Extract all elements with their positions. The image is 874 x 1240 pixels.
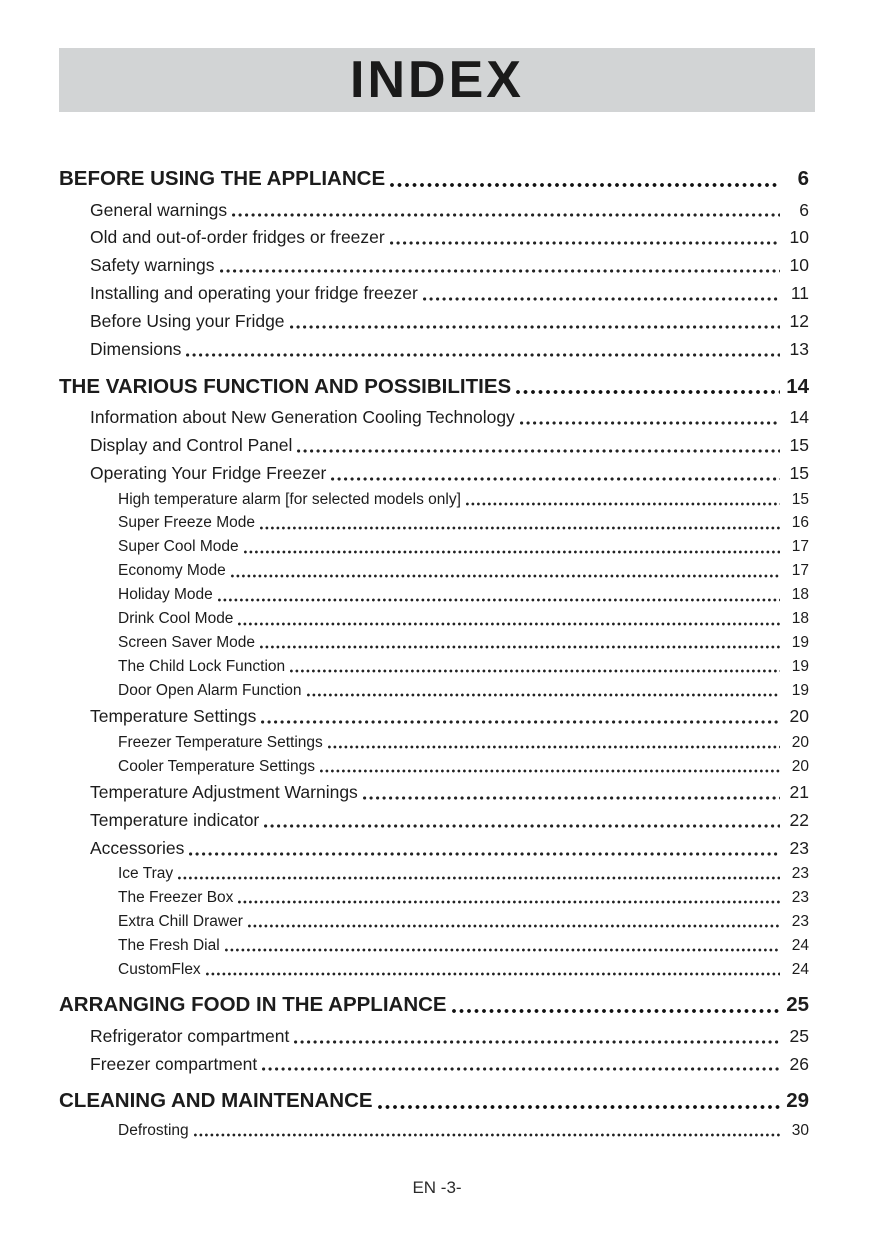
toc-entry bbox=[59, 252, 809, 280]
toc-entry-page: 22 bbox=[789, 809, 809, 830]
toc-entry bbox=[59, 886, 809, 910]
toc-entry-page: 23 bbox=[791, 865, 809, 883]
dotted-leader bbox=[261, 720, 780, 724]
toc-entry-page: 15 bbox=[791, 490, 809, 508]
toc-entry-label: BEFORE USING THE APPLIANCE bbox=[59, 167, 386, 190]
toc-entry-page: 23 bbox=[791, 912, 809, 930]
dotted-leader bbox=[238, 622, 780, 626]
toc-entry-label: Accessories bbox=[90, 837, 185, 858]
toc-entry bbox=[59, 863, 809, 887]
toc-entry bbox=[59, 371, 809, 405]
dotted-leader bbox=[220, 269, 780, 273]
toc-entry-page: 14 bbox=[786, 374, 809, 398]
toc-entry-page: 20 bbox=[789, 706, 809, 727]
dotted-leader bbox=[363, 796, 780, 800]
dotted-leader bbox=[189, 852, 780, 856]
toc-entry-page: 10 bbox=[789, 227, 809, 248]
toc-entry-label: Temperature indicator bbox=[90, 809, 260, 830]
toc-entry-page: 25 bbox=[789, 1025, 809, 1046]
toc-entry bbox=[59, 280, 809, 308]
toc-entry-page: 23 bbox=[791, 888, 809, 906]
dotted-leader bbox=[331, 477, 780, 481]
toc-entry-page: 19 bbox=[791, 657, 809, 675]
dotted-leader bbox=[232, 213, 780, 217]
dotted-leader bbox=[390, 183, 780, 187]
toc-entry bbox=[59, 934, 809, 958]
toc-entry-page: 18 bbox=[791, 610, 809, 628]
dotted-leader bbox=[231, 574, 780, 578]
toc-entry bbox=[59, 632, 809, 656]
dotted-leader bbox=[320, 769, 780, 773]
dotted-leader bbox=[328, 745, 780, 749]
dotted-leader bbox=[423, 297, 780, 301]
toc-entry bbox=[59, 224, 809, 252]
toc-entry-page: 19 bbox=[791, 634, 809, 651]
toc-entry bbox=[59, 308, 809, 336]
toc-entry-label: Old and out-of-order fridges or freezer bbox=[90, 227, 385, 248]
toc-entry-page: 13 bbox=[789, 338, 809, 359]
dotted-leader bbox=[260, 645, 780, 649]
toc-entry bbox=[59, 703, 809, 731]
toc-entry-page: 11 bbox=[790, 283, 809, 304]
dotted-leader bbox=[244, 550, 780, 554]
toc-entry-label: Refrigerator compartment bbox=[90, 1025, 290, 1046]
toc-entry-label: Screen Saver Mode bbox=[118, 634, 255, 651]
toc-entry-label: Temperature Adjustment Warnings bbox=[90, 781, 358, 802]
toc-entry bbox=[59, 958, 809, 982]
dotted-leader bbox=[260, 526, 780, 530]
toc-entry-page: 24 bbox=[791, 960, 809, 978]
toc-entry-page: 17 bbox=[791, 538, 809, 556]
toc-entry bbox=[59, 163, 809, 197]
toc-entry-label: Freezer Temperature Settings bbox=[118, 733, 323, 751]
dotted-leader bbox=[452, 1009, 780, 1013]
toc-entry-page: 25 bbox=[786, 993, 809, 1017]
dotted-leader bbox=[290, 669, 780, 673]
toc-entry-page: 30 bbox=[791, 1121, 809, 1139]
toc-entry bbox=[59, 1051, 809, 1079]
toc-entry-label: Extra Chill Drawer bbox=[118, 912, 243, 930]
toc-entry-label: Cooler Temperature Settings bbox=[118, 757, 316, 775]
toc-entry bbox=[59, 488, 809, 512]
toc-entry bbox=[59, 779, 809, 807]
dotted-leader bbox=[378, 1105, 780, 1109]
toc-entry-page: 29 bbox=[786, 1089, 809, 1113]
dotted-leader bbox=[297, 449, 780, 453]
toc-entry-page: 15 bbox=[789, 463, 809, 484]
toc-entry-label: The Child Lock Function bbox=[118, 657, 286, 675]
toc-entry-label: Operating Your Fridge Freezer bbox=[90, 463, 327, 484]
toc-entry bbox=[59, 1023, 809, 1051]
toc-entry bbox=[59, 460, 809, 488]
toc-entry bbox=[59, 536, 809, 560]
toc-entry-page: 18 bbox=[791, 586, 809, 604]
toc-entry-page: 24 bbox=[791, 936, 809, 954]
toc-entry-label: Holiday Mode bbox=[118, 586, 213, 604]
toc-entry bbox=[59, 608, 809, 632]
toc-entry-page: 26 bbox=[789, 1053, 809, 1074]
dotted-leader bbox=[307, 693, 780, 697]
toc-entry-page: 10 bbox=[789, 255, 809, 276]
dotted-leader bbox=[516, 390, 780, 394]
dotted-leader bbox=[262, 1067, 780, 1071]
toc-entry bbox=[59, 731, 809, 755]
toc-entry bbox=[59, 512, 809, 536]
dotted-leader bbox=[294, 1040, 780, 1044]
toc-entry-page: 6 bbox=[797, 167, 809, 190]
page-title: INDEX bbox=[350, 51, 524, 109]
toc-entry bbox=[59, 679, 809, 703]
toc-entry bbox=[59, 432, 809, 460]
toc-entry bbox=[59, 655, 809, 679]
toc-entry-label: Dimensions bbox=[90, 338, 182, 359]
toc-entry-label: Temperature Settings bbox=[90, 706, 257, 727]
dotted-leader bbox=[390, 241, 780, 245]
toc-entry bbox=[59, 755, 809, 779]
dotted-leader bbox=[225, 948, 780, 952]
toc-entry-label: The Freezer Box bbox=[118, 888, 234, 906]
toc-entry-page: 20 bbox=[791, 733, 809, 751]
toc-entry bbox=[59, 910, 809, 934]
toc-entry-label: Before Using your Fridge bbox=[90, 311, 285, 332]
toc-entry-page: 16 bbox=[791, 514, 809, 532]
toc-entry-page: 12 bbox=[789, 311, 809, 332]
dotted-leader bbox=[186, 353, 780, 357]
toc-entry-label: Door Open Alarm Function bbox=[118, 681, 302, 699]
toc-entry-label: Installing and operating your fridge freezer bbox=[90, 283, 418, 304]
toc-entry-page: 17 bbox=[791, 562, 809, 580]
toc-entry bbox=[59, 560, 809, 584]
toc-entry bbox=[59, 989, 809, 1023]
toc-entry bbox=[59, 197, 809, 225]
toc-entry-label: High temperature alarm [for selected models only] bbox=[118, 490, 461, 508]
toc-entry-label: General warnings bbox=[90, 199, 228, 220]
dotted-leader bbox=[238, 900, 780, 904]
toc-entry bbox=[59, 835, 809, 863]
toc-entry-label: Safety warnings bbox=[90, 255, 215, 276]
toc-entry-page: 14 bbox=[789, 407, 809, 428]
dotted-leader bbox=[194, 1133, 780, 1137]
toc-entry-label: CustomFlex bbox=[118, 960, 201, 978]
toc-entry-page: 19 bbox=[791, 681, 809, 699]
dotted-leader bbox=[178, 876, 780, 880]
toc-entry-label: Ice Tray bbox=[118, 865, 174, 883]
dotted-leader bbox=[520, 421, 780, 425]
dotted-leader bbox=[248, 924, 780, 928]
toc-entry bbox=[59, 404, 809, 432]
toc-entry bbox=[59, 1085, 809, 1119]
toc-entry-page: 6 bbox=[799, 199, 809, 220]
toc-entry bbox=[59, 336, 809, 364]
toc-entry-label: Super Freeze Mode bbox=[118, 514, 255, 532]
dotted-leader bbox=[264, 824, 780, 828]
toc-entry-label: ARRANGING FOOD IN THE APPLIANCE bbox=[59, 993, 447, 1017]
toc-entry-label: Drink Cool Mode bbox=[118, 610, 234, 628]
table-of-contents bbox=[59, 163, 809, 1143]
dotted-leader bbox=[218, 598, 780, 602]
dotted-leader bbox=[290, 325, 780, 329]
toc-entry-page: 23 bbox=[789, 837, 809, 858]
toc-entry-label: CLEANING AND MAINTENANCE bbox=[59, 1089, 373, 1113]
dotted-leader bbox=[466, 502, 780, 506]
index-title-banner bbox=[59, 48, 815, 112]
toc-entry bbox=[59, 807, 809, 835]
toc-entry-label: Super Cool Mode bbox=[118, 538, 239, 556]
toc-entry bbox=[59, 584, 809, 608]
toc-entry-page: 21 bbox=[789, 781, 809, 802]
dotted-leader bbox=[206, 972, 780, 976]
toc-entry-page: 20 bbox=[791, 757, 809, 775]
toc-entry-label: Freezer compartment bbox=[90, 1053, 258, 1074]
toc-entry-label: Economy Mode bbox=[118, 562, 226, 580]
page-footer: EN -3- bbox=[412, 1178, 462, 1197]
toc-entry-label: Defrosting bbox=[118, 1121, 189, 1139]
toc-entry-page: 15 bbox=[789, 435, 809, 456]
toc-entry-label: Display and Control Panel bbox=[90, 435, 293, 456]
toc-entry-label: THE VARIOUS FUNCTION AND POSSIBILITIES bbox=[59, 374, 512, 398]
toc-entry bbox=[59, 1119, 809, 1143]
toc-entry-label: The Fresh Dial bbox=[118, 936, 220, 954]
toc-entry-label: Information about New Generation Cooling Technology bbox=[90, 407, 515, 428]
